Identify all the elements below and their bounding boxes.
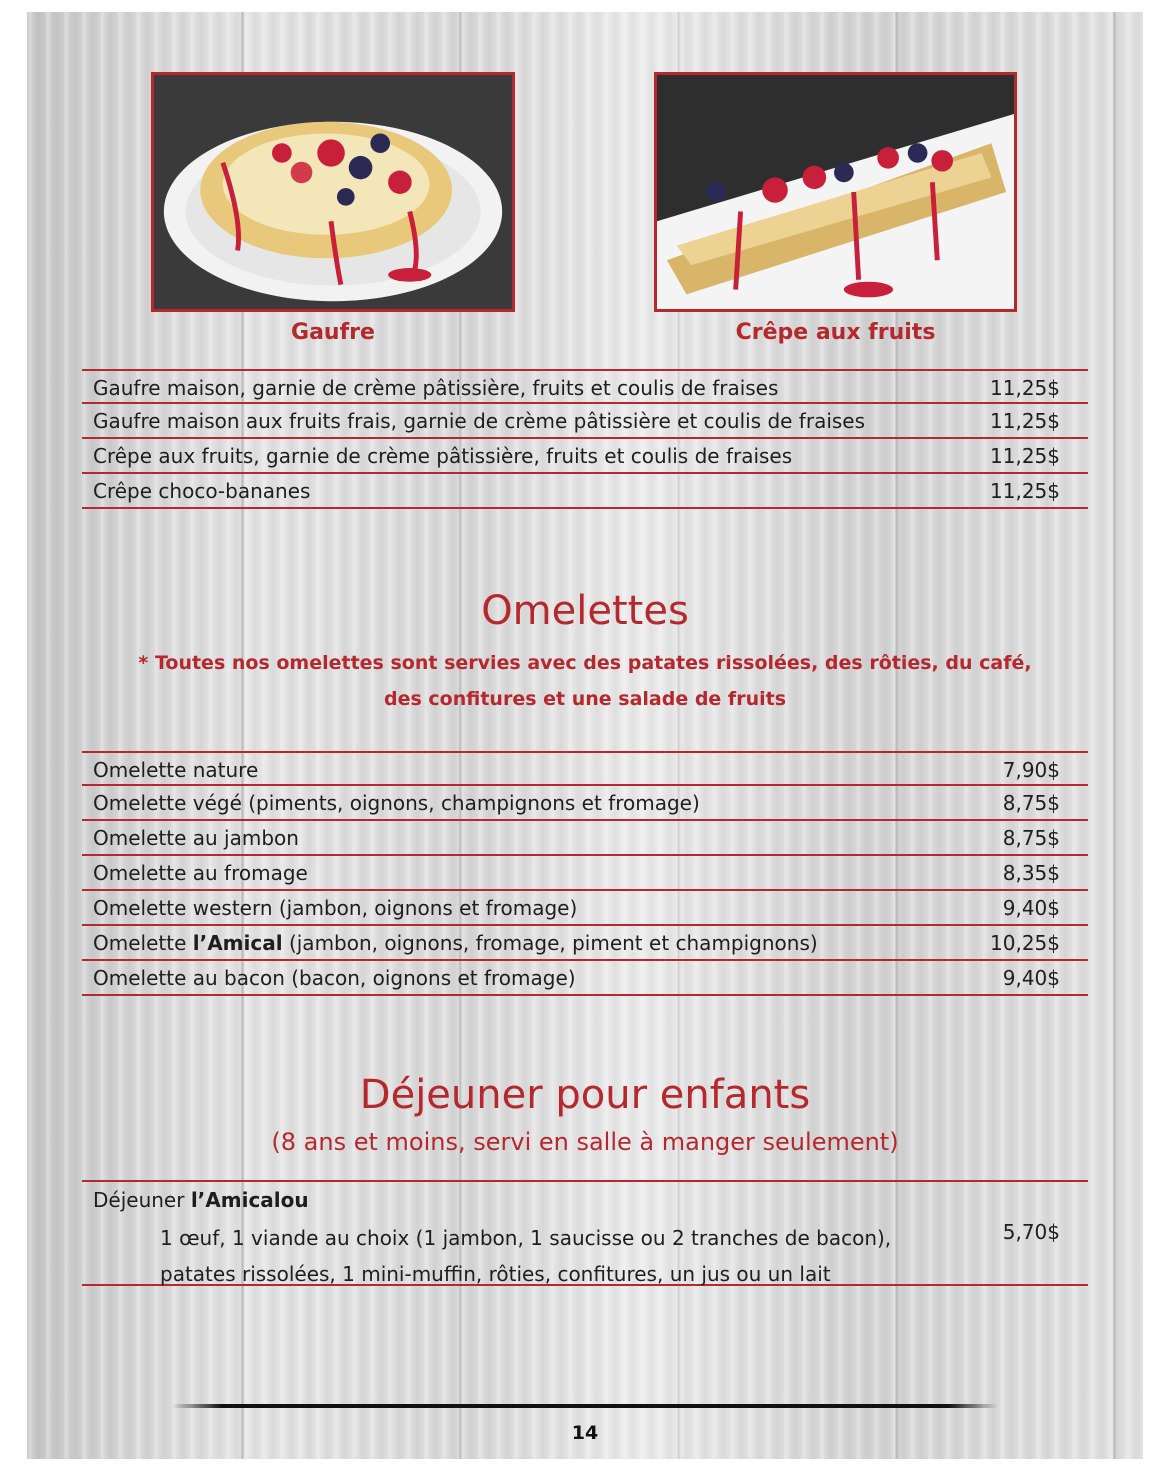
item-price: 11,25$ [990, 409, 1060, 433]
kids-item-price: 5,70$ [1002, 1220, 1060, 1244]
kids-item-name [93, 1188, 309, 1212]
item-price: 11,25$ [990, 479, 1060, 503]
omelettes-menu-table [82, 751, 1088, 996]
kids-name-prefix: Déjeuner [93, 1188, 191, 1212]
item-price: 7,90$ [1002, 758, 1060, 782]
menu-row [82, 821, 1088, 856]
menu-row [82, 891, 1088, 926]
menu-row [82, 926, 1088, 961]
menu-row [82, 404, 1088, 439]
item-name: Crêpe choco-bananes [93, 479, 311, 503]
menu-row [82, 369, 1088, 404]
item-price: 8,35$ [1002, 861, 1060, 885]
item-price: 8,75$ [1002, 826, 1060, 850]
item-price: 8,75$ [1002, 791, 1060, 815]
page-number: 14 [571, 1422, 599, 1444]
item-name: Omelette végé (piments, oignons, champignons et fromage) [93, 791, 700, 815]
omelettes-note-line2: des confitures et une salade de fruits [384, 688, 786, 710]
menu-row [82, 856, 1088, 891]
dessert-menu-table [82, 369, 1088, 509]
item-price: 11,25$ [990, 444, 1060, 468]
waffle-caption: Gaufre [291, 320, 375, 345]
item-name-suffix: (jambon, oignons, fromage, piment et champignons) [282, 931, 818, 955]
waffle-photo [151, 72, 515, 312]
item-price: 10,25$ [990, 931, 1060, 955]
menu-row [82, 786, 1088, 821]
kids-desc-line1: 1 œuf, 1 viande au choix (1 jambon, 1 saucisse ou 2 tranches de bacon), [160, 1226, 892, 1250]
item-name: Gaufre maison, garnie de crème pâtissière, fruits et coulis de fraises [93, 376, 779, 400]
menu-row [82, 961, 1088, 996]
menu-row [82, 751, 1088, 786]
kids-menu-item [82, 1180, 1088, 1286]
item-name: Omelette au jambon [93, 826, 299, 850]
item-name: Crêpe aux fruits, garnie de crème pâtissière, fruits et coulis de fraises [93, 444, 793, 468]
footer-divider [172, 1404, 998, 1408]
item-name-prefix: Omelette [93, 931, 193, 955]
item-name-bold: l’Amical [192, 931, 283, 955]
kids-title: Déjeuner pour enfants [359, 1072, 811, 1118]
item-name: Omelette western (jambon, oignons et fromage) [93, 896, 578, 920]
item-name: Omelette nature [93, 758, 259, 782]
item-name: Omelette au fromage [93, 861, 308, 885]
item-price: 9,40$ [1002, 966, 1060, 990]
item-price: 9,40$ [1002, 896, 1060, 920]
kids-subtitle: (8 ans et moins, servi en salle à manger seulement) [271, 1128, 899, 1156]
kids-desc-line2: patates rissolées, 1 mini-muffin, rôties, confitures, un jus ou un lait [160, 1262, 831, 1286]
crepe-photo [654, 72, 1017, 312]
omelettes-title: Omelettes [481, 588, 689, 634]
item-name: Omelette au bacon (bacon, oignons et fromage) [93, 966, 576, 990]
item-name: Gaufre maison aux fruits frais, garnie de crème pâtissière et coulis de fraises [93, 409, 866, 433]
item-price: 11,25$ [990, 376, 1060, 400]
menu-row [82, 474, 1088, 509]
omelettes-note-line1: * Toutes nos omelettes sont servies avec des patates rissolées, des rôties, du café, [138, 652, 1032, 674]
kids-item-description [160, 1220, 960, 1292]
menu-row [82, 439, 1088, 474]
kids-name-bold: l’Amicalou [190, 1188, 309, 1212]
crepe-caption: Crêpe aux fruits [735, 320, 936, 345]
